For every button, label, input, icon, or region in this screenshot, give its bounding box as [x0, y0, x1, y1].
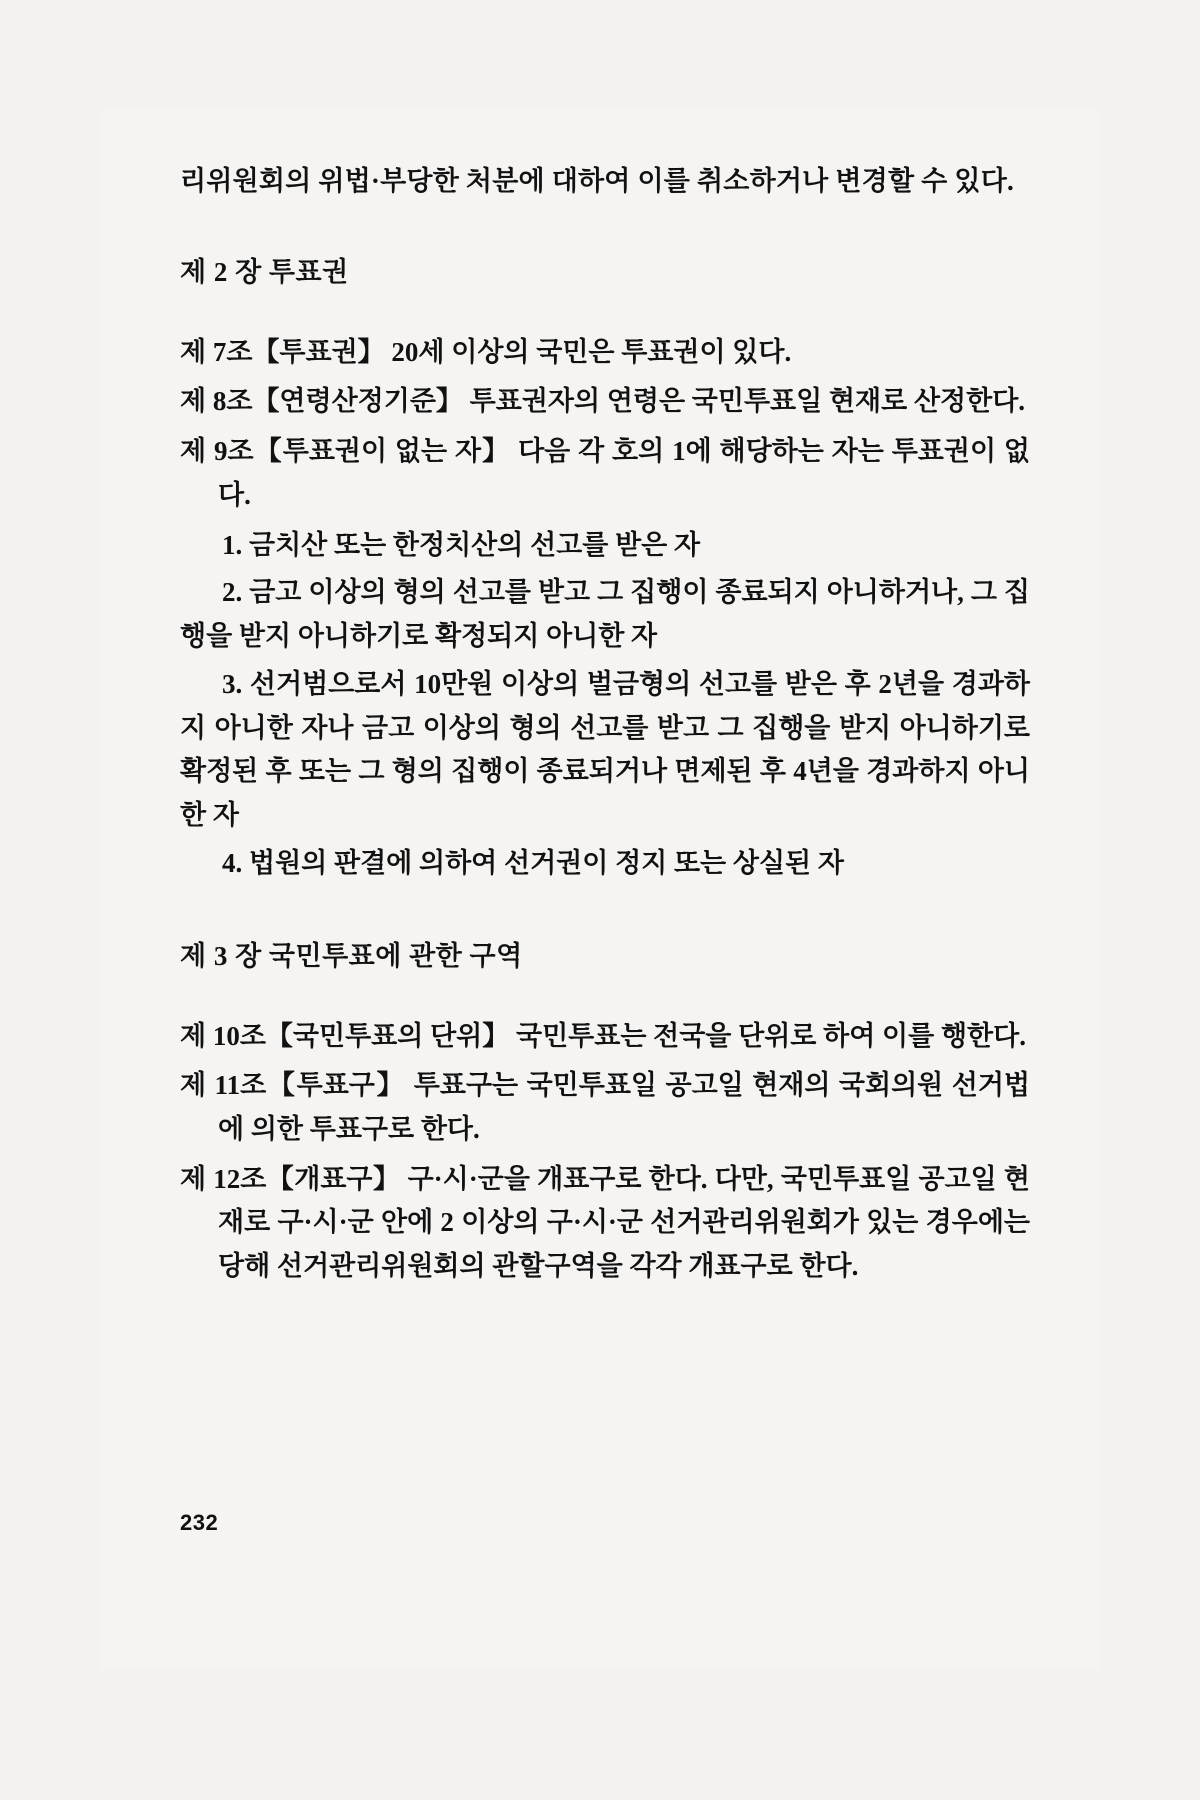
page-content — [180, 160, 1030, 1295]
article-10: 제 10조【국민투표의 단위】 국민투표는 전국을 단위로 하여 이를 행한다. — [180, 1020, 1026, 1051]
list-item: 2. 금고 이상의 형의 선고를 받고 그 집행이 종료되지 아니하거나, 그 집행을 받지 아니하기로 확정되지 아니한 자 — [180, 577, 1030, 652]
list-item: 4. 법원의 판결에 의하여 선거권이 정지 또는 상실된 자 — [222, 847, 844, 878]
lead-paragraph: 리위원회의 위법·부당한 처분에 대하여 이를 취소하거나 변경할 수 있다. — [180, 166, 1014, 196]
list-item: 1. 금치산 또는 한정치산의 선고를 받은 자 — [222, 529, 701, 560]
page-surface — [100, 110, 1100, 1670]
chapter-heading-2: 제 2 장 투표권 — [180, 256, 349, 287]
list-item: 3. 선거범으로서 10만원 이상의 벌금형의 선고를 받은 후 2년을 경과하지 아니한 자나 금고 이상의 형의 선고를 받고 그 집행을 받지 아니하기로 확정된 후 또는 그 형의 집행이 종료되거나 면제된 후 4년을 경과하지 아니한 자 — [180, 668, 1030, 831]
article-9: 제 9조【투표권이 없는 자】 다음 각 호의 1에 해당하는 자는 투표권이 없다. — [180, 436, 1030, 510]
article-7: 제 7조【투표권】 20세 이상의 국민은 투표권이 있다. — [180, 336, 792, 367]
article-12: 제 12조【개표구】 구·시·군을 개표구로 한다. 다만, 국민투표일 공고일 현재로 구·시·군 안에 2 이상의 구·시·군 선거관리위원회가 있는 경우에는 당해 선거관리위원회의 관할구역을 각각 개표구로 한다. — [180, 1163, 1030, 1282]
article-8: 제 8조【연령산정기준】 투표권자의 연령은 국민투표일 현재로 산정한다. — [180, 386, 1026, 417]
page-number: 232 — [180, 1510, 219, 1535]
chapter-heading-3: 제 3 장 국민투표에 관한 구역 — [180, 940, 523, 971]
article-11: 제 11조【투표구】 투표구는 국민투표일 공고일 현재의 국회의원 선거법에 의한 투표구로 한다. — [180, 1070, 1030, 1145]
section-spacer — [180, 890, 1030, 934]
